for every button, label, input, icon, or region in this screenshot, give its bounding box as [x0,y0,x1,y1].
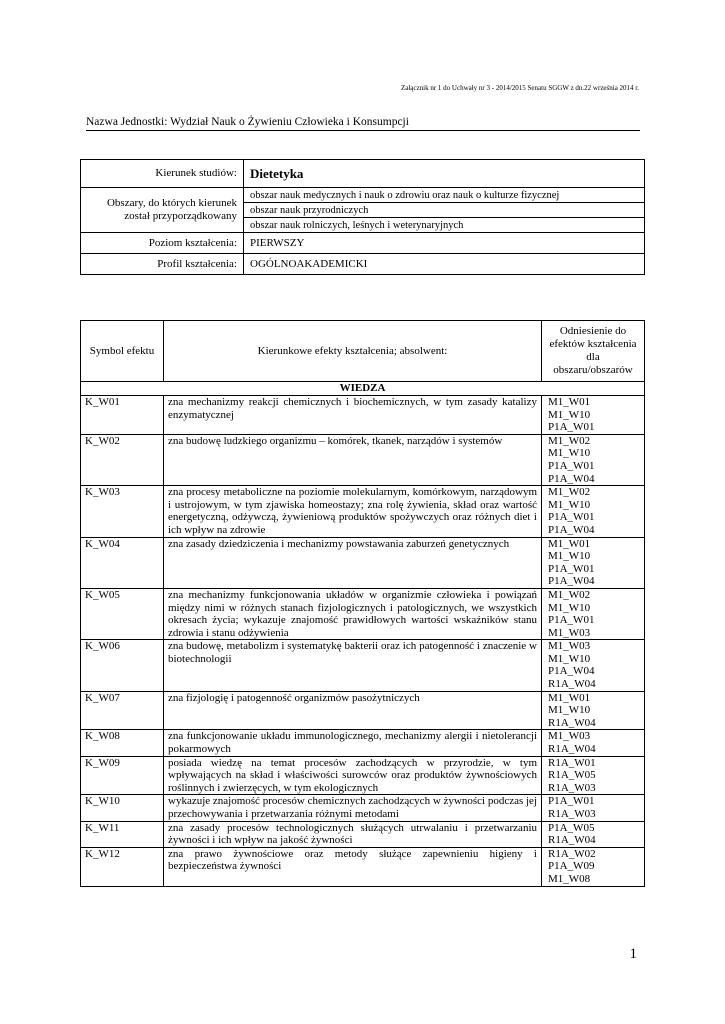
effect-description: zna mechanizmy funkcjonowania układów w organizmie człowieka i powiązań między nimi w różnych stanach fizjologicznych i patologicznych, we wszystkich okresach życia; wykazuje znajomość prawidłowych wartości wskaźników stanu zdrowia i stanu odżywienia [164,588,542,639]
effect-references [542,396,645,435]
reference-code: R1A_W04 [548,834,596,847]
reference-code: P1A_W01 [548,795,595,808]
effect-symbol: K_W12 [81,847,164,886]
reference-code: M1_W10 [548,550,591,563]
reference-code: M1_W02 [548,486,591,499]
effect-symbol: K_W03 [81,486,164,537]
table-row [81,434,645,485]
reference-code: P1A_W04 [548,575,595,588]
reference-code: R1A_W04 [548,678,596,691]
section-row [81,382,645,396]
effect-references [542,795,645,821]
reference-code: M1_W10 [548,601,591,614]
effect-description: zna prawo żywnościowe oraz metody służące zapewnieniu higieny i bezpieczeństwa żywności [164,847,542,886]
effect-description: zna mechanizmy reakcji chemicznych i biochemicznych, w tym zasady katalizy enzymatycznej [164,396,542,435]
reference-code: P1A_W01 [548,562,595,575]
reference-code: M1_W02 [548,588,591,601]
learning-outcomes-table [80,320,645,887]
reference-code: M1_W02 [548,434,591,447]
col-symbol-header: Symbol efektu [81,321,164,382]
table-row [81,691,645,730]
reference-code: M1_W03 [548,730,591,743]
section-title: WIEDZA [81,382,645,396]
effect-references [542,847,645,886]
col-refs-header: Odniesienie do efektów kształcenia dla obszaru/obszarów [542,321,645,382]
area-item-1: obszar nauk medycznych i nauk o zdrowiu oraz nauk o kulturze fizycznej [244,188,645,203]
reference-code: P1A_W05 [548,821,595,834]
reference-code: R1A_W03 [548,781,596,794]
reference-code: R1A_W03 [548,808,596,820]
effect-description: zna budowę, metabolizm i systematykę bakterii oraz ich patogenność i znaczenie w biotechnologii [164,640,542,691]
reference-code: P1A_W01 [548,421,595,434]
reference-code: P1A_W04 [548,665,595,678]
effect-description: zna zasady procesów technologicznych służących utrwalaniu i przetwarzaniu żywności i ich wpływ na jakość żywności [164,821,542,847]
table-row [81,847,645,886]
effect-symbol: K_W05 [81,588,164,639]
effect-description: zna funkcjonowanie układu immunologicznego, mechanizmy alergii i nietolerancji pokarmowych [164,730,542,756]
effect-references [542,537,645,588]
effect-description: zna budowę ludzkiego organizmu – komórek, tkanek, narządów i systemów [164,434,542,485]
direction-label: Kierunek studiów: [81,160,244,188]
effect-symbol: K_W06 [81,640,164,691]
reference-code: R1A_W05 [548,769,596,782]
reference-code: M1_W10 [548,498,591,511]
col-effects-header: Kierunkowe efekty kształcenia; absolwent: [164,321,542,382]
reference-code: M1_W01 [548,691,591,704]
effect-references [542,486,645,537]
areas-label: Obszary, do których kierunek został przyporządkowany [81,188,244,233]
direction-value: Dietetyka [244,160,645,188]
effect-description: wykazuje znajomość procesów chemicznych zachodzących w żywności podczas jej przechowywania i przetwarzania różnymi metodami [164,795,542,821]
table-row [81,537,645,588]
table-row [81,756,645,795]
reference-code: M1_W01 [548,537,591,550]
reference-code: M1_W03 [548,626,591,639]
effect-symbol: K_W01 [81,396,164,435]
reference-code: M1_W10 [548,652,591,665]
profile-row [81,254,645,275]
table-header-row [81,321,645,382]
table-row [81,640,645,691]
effect-references [542,730,645,756]
effect-symbol: K_W07 [81,691,164,730]
profile-value: OGÓLNOAKADEMICKI [244,254,645,275]
effect-references [542,756,645,795]
level-value: PIERWSZY [244,233,645,254]
table-row [81,821,645,847]
effect-description: zna fizjologię i patogenność organizmów pasożytniczych [164,691,542,730]
reference-code: R1A_W04 [548,716,596,729]
table-body [81,396,645,887]
area-item-2: obszar nauk przyrodniczych [244,203,645,218]
effect-description: zna zasady dziedziczenia i mechanizmy powstawania zaburzeń genetycznych [164,537,542,588]
table-row [81,795,645,821]
page-number: 1 [629,946,637,962]
reference-code: R1A_W01 [548,756,596,769]
reference-code: P1A_W04 [548,523,595,536]
reference-code: M1_W10 [548,704,591,717]
effect-symbol: K_W04 [81,537,164,588]
profile-label: Profil kształcenia: [81,254,244,275]
level-row [81,233,645,254]
level-label: Poziom kształcenia: [81,233,244,254]
effect-symbol: K_W10 [81,795,164,821]
areas-row-1 [81,188,645,203]
table-row [81,396,645,435]
reference-code: P1A_W09 [548,860,595,873]
reference-code: M1_W08 [548,872,591,885]
effect-references [542,691,645,730]
reference-code: P1A_W01 [548,614,595,627]
table-row [81,730,645,756]
effect-description: posiada wiedzę na temat procesów zachodzących w przyrodzie, w tym wpływających na skład i właściwości surowców oraz produktów żywnościowych roślinnych i zwierzęcych, w tym ekologicznych [164,756,542,795]
table-row [81,588,645,639]
effect-symbol: K_W02 [81,434,164,485]
reference-code: P1A_W04 [548,472,595,485]
effect-description: zna procesy metaboliczne na poziomie molekularnym, komórkowym, narządowym i ustrojowym, w tym zjawiska homeostazy; zna rolę żywienia, skład oraz wartość energetyczną, odżywczą, żywieniową produktów spożywczych oraz różnych diet i ich wpływ na zdrowie [164,486,542,537]
effect-references [542,640,645,691]
reference-code: R1A_W02 [548,847,596,860]
table-row [81,486,645,537]
reference-code: M1_W03 [548,640,591,653]
area-item-3: obszar nauk rolniczych, leśnych i weterynaryjnych [244,218,645,233]
reference-code: M1_W10 [548,447,591,460]
reference-code: R1A_W04 [548,743,596,756]
effect-symbol: K_W09 [81,756,164,795]
effect-references [542,434,645,485]
reference-code: P1A_W01 [548,511,595,524]
effect-references [542,588,645,639]
reference-code: M1_W01 [548,396,591,408]
reference-code: M1_W10 [548,408,591,421]
effect-references [542,821,645,847]
reference-code: P1A_W01 [548,459,595,472]
program-info-table [80,159,645,275]
appendix-note: Załącznik nr 1 do Uchwały nr 3 - 2014/2015 Senatu SGGW z dn.22 września 2014 r. [400,84,639,92]
direction-row [81,160,645,188]
effect-symbol: K_W08 [81,730,164,756]
effect-symbol: K_W11 [81,821,164,847]
unit-name: Nazwa Jednostki: Wydział Nauk o Żywieniu Człowieka i Konsumpcji [86,116,640,131]
